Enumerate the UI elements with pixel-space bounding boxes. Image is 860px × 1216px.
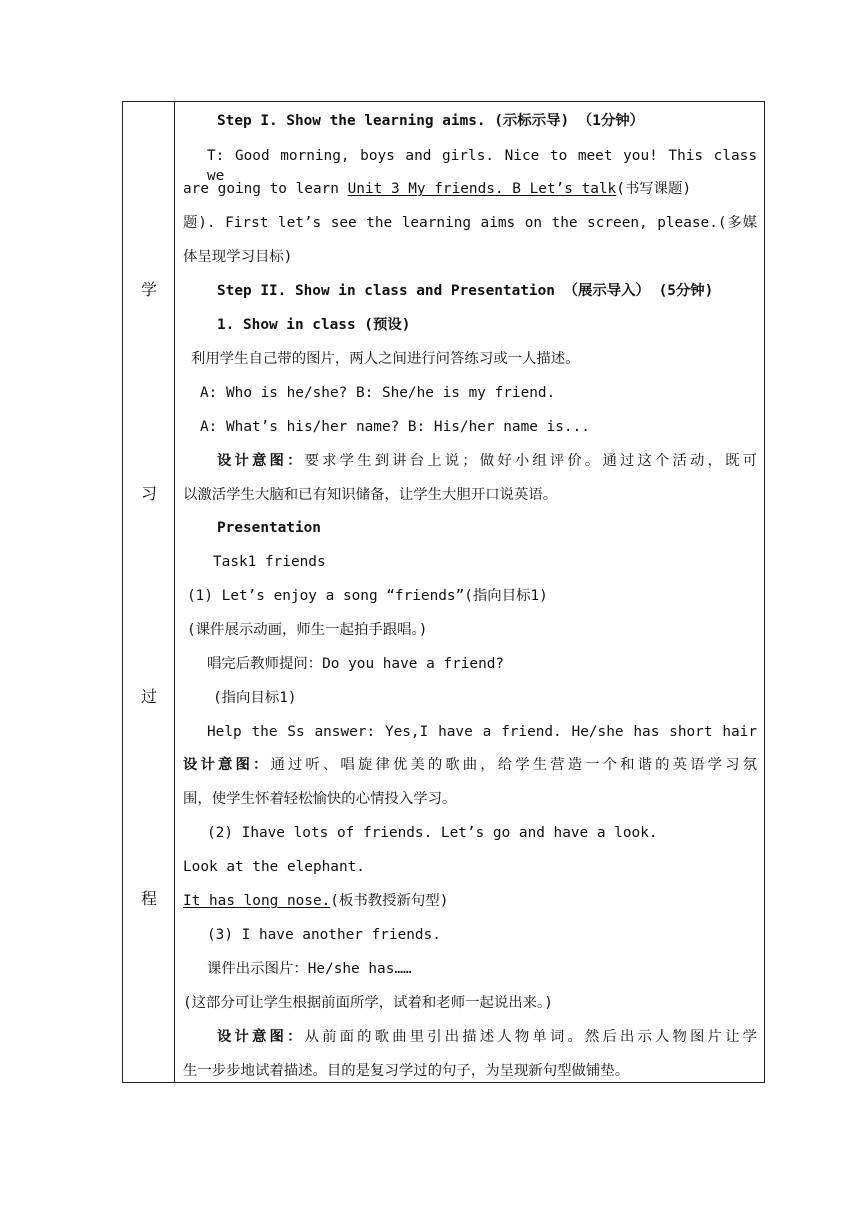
task-1-heading: Task1 friends <box>213 554 326 570</box>
design-intent-3-continued: 生一步步地试着描述。目的是复习学过的句子，为呈现新句型做铺垫。 <box>183 1063 630 1079</box>
design-intent-3-label: 设计意图： <box>217 1029 305 1045</box>
design-intent-2 <box>183 755 757 775</box>
lesson-title-underlined: Unit 3 My friends. B Let’s talk <box>347 181 617 197</box>
teacher-question: 唱完后教师提问：Do you have a friend? <box>207 656 505 672</box>
step-1-heading: Step I. Show the learning aims. (示标示导) （1分钟） <box>217 113 645 129</box>
presentation-item-1: (1) Let’s enjoy a song “friends”(指向目标1) <box>187 588 548 604</box>
design-intent-1 <box>217 451 757 471</box>
design-intent-2-continued: 围，使学生怀着轻松愉快的心情投入学习。 <box>183 791 457 807</box>
new-sentence-line <box>183 891 764 911</box>
help-answer-line: Help the Ss answer: Yes,I have a friend. He/she has short hair <box>207 724 757 740</box>
design-intent-1-label: 设计意图： <box>217 453 305 469</box>
design-intent-2-label: 设计意图： <box>183 757 271 773</box>
design-intent-3 <box>217 1027 757 1047</box>
dialogue-line-1: A: Who is he/she? B: She/he is my friend. <box>200 385 556 401</box>
section-label-column <box>123 102 175 1082</box>
side-label-cheng: 程 <box>140 889 157 908</box>
show-in-class-heading: 1. Show in class (预设) <box>217 317 411 333</box>
content-column <box>175 102 764 1082</box>
teacher-line-3: 题). First let’s see the learning aims on the screen, please.(多媒 <box>183 215 757 231</box>
side-label-guo: 过 <box>140 687 157 706</box>
presentation-note-1: (课件展示动画，师生一起拍手跟唱。) <box>187 622 428 638</box>
new-sentence-note: (板书教授新句型) <box>330 893 449 909</box>
lesson-plan-table <box>122 101 765 1083</box>
design-intent-2-text: 通过听、唱旋律优美的歌曲，给学生营造一个和谐的英语学习氛 <box>270 757 757 773</box>
courseware-line: 课件出示图片：He/she has…… <box>207 961 412 977</box>
design-intent-1-continued: 以激活学生大脑和已有知识储备，让学生大胆开口说英语。 <box>183 487 558 503</box>
presentation-item-2: (2) Ihave lots of friends. Let’s go and have a look. <box>207 825 658 841</box>
teacher-line-2-text: are going to learn <box>183 181 348 197</box>
students-try-note: (这部分可让学生根据前面所学，试着和老师一起说出来。) <box>183 995 553 1011</box>
dialogue-line-2: A: What’s his/her name? B: His/her name is... <box>200 419 590 435</box>
presentation-heading: Presentation <box>217 520 321 536</box>
new-sentence-underlined: It has long nose. <box>183 893 331 909</box>
side-label-xi: 习 <box>140 484 157 503</box>
elephant-line: Look at the elephant. <box>183 859 365 875</box>
teacher-line-4: 体呈现学习目标) <box>183 249 293 265</box>
presentation-item-3: (3) I have another friends. <box>207 927 441 943</box>
design-intent-1-text: 要求学生到讲台上说；做好小组评价。通过这个活动，既可 <box>304 453 757 469</box>
target-note: (指向目标1) <box>213 690 297 706</box>
teacher-line-1: T: Good morning, boys and girls. Nice to meet you! This class we <box>207 148 757 184</box>
show-in-class-instruction: 利用学生自己带的图片，两人之间进行问答练习或一人描述。 <box>191 351 580 367</box>
step-2-heading: Step II. Show in class and Presentation （展示导入） (5分钟) <box>217 283 714 299</box>
teacher-line-2 <box>183 179 764 199</box>
design-intent-3-text: 从前面的歌曲里引出描述人物单词。然后出示人物图片让学 <box>304 1029 757 1045</box>
side-label-xue: 学 <box>140 280 157 299</box>
teacher-line-2-note: (书写课题) <box>616 181 692 197</box>
